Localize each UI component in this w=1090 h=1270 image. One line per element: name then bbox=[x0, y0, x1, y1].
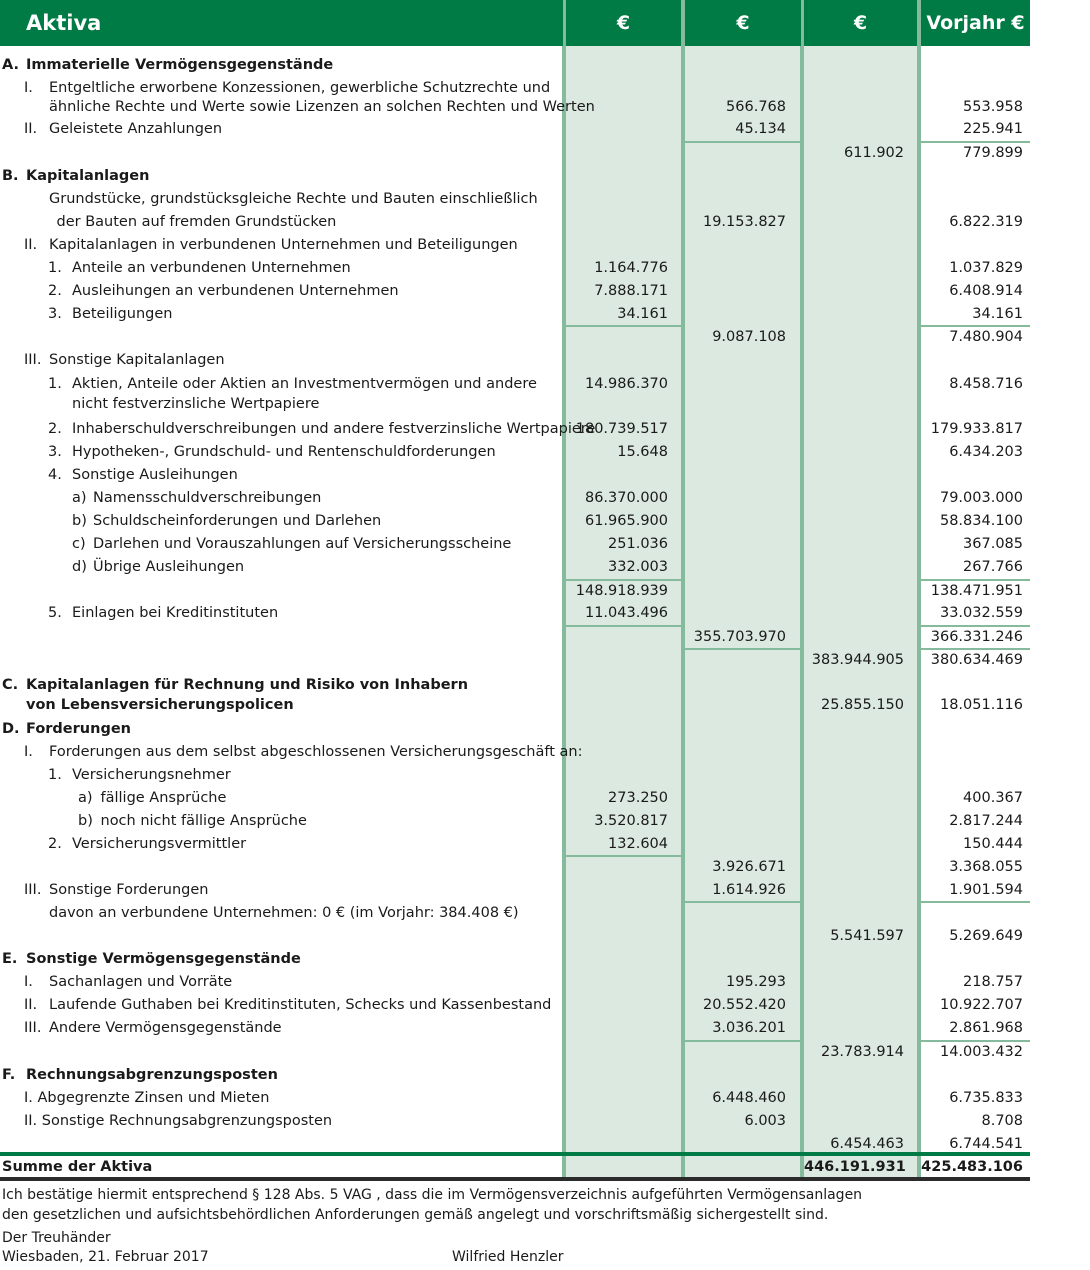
row-label: ähnliche Rechte und Werte sowie Lizenzen an solchen Rechten und Werten bbox=[49, 99, 595, 115]
table-row bbox=[0, 741, 1030, 764]
value-c2: 195.293 bbox=[726, 974, 786, 990]
total-current: 446.191.931 bbox=[804, 1159, 906, 1175]
value-c3: 23.783.914 bbox=[820, 1044, 904, 1060]
row-number: III. bbox=[24, 882, 42, 898]
value-c3: 25.855.150 bbox=[820, 697, 904, 713]
prior-year-value: 1.037.829 bbox=[949, 260, 1023, 276]
row-label: noch nicht fällige Ansprüche bbox=[100, 813, 307, 829]
prior-year-value: 3.368.055 bbox=[949, 859, 1023, 875]
table-row bbox=[0, 1064, 1030, 1087]
table-row bbox=[0, 118, 1030, 141]
row-number: 5. bbox=[48, 605, 62, 621]
subtotal-rule bbox=[921, 625, 1030, 627]
row-label: davon an verbundene Unternehmen: 0 € (im Vorjahr: 384.408 €) bbox=[49, 905, 519, 921]
value-c1: 7.888.171 bbox=[594, 283, 668, 299]
subtotal-rule bbox=[921, 901, 1030, 903]
table-row bbox=[0, 925, 1030, 948]
row-label: Ausleihungen an verbundenen Unternehmen bbox=[72, 283, 399, 299]
confirmation-line-1: Ich bestätige hiermit entsprechend § 128 Abs. 5 VAG , dass die im Vermögensverzeichnis aufgeführten Vermögensanlagen bbox=[2, 1187, 863, 1203]
value-c2: 6.003 bbox=[744, 1113, 786, 1129]
signatory-name: Wilfried Henzler bbox=[452, 1249, 564, 1265]
row-number: a) bbox=[78, 790, 93, 806]
subtotal-rule bbox=[566, 579, 681, 581]
prior-year-value: 14.003.432 bbox=[939, 1044, 1023, 1060]
table-row bbox=[0, 1087, 1030, 1110]
row-label: Sachanlagen und Vorräte bbox=[49, 974, 233, 990]
value-c2: 45.134 bbox=[735, 121, 786, 137]
value-c2: 19.153.827 bbox=[702, 214, 786, 230]
row-label: Kapitalanlagen in verbundenen Unternehmen und Beteiligungen bbox=[49, 237, 518, 253]
prior-year-value: 138.471.951 bbox=[930, 583, 1023, 599]
table-row bbox=[0, 142, 1030, 165]
prior-year-value: 779.899 bbox=[963, 145, 1023, 161]
prior-year-value: 6.434.203 bbox=[949, 444, 1023, 460]
subtotal-rule bbox=[566, 625, 681, 627]
table-row bbox=[0, 326, 1030, 349]
table-row bbox=[0, 96, 1030, 119]
trustee-role: Der Treuhänder bbox=[2, 1230, 111, 1246]
table-row bbox=[0, 902, 1030, 925]
table-row bbox=[0, 487, 1030, 510]
prior-year-value: 6.408.914 bbox=[949, 283, 1023, 299]
row-number: III. bbox=[24, 352, 42, 368]
row-number: C. bbox=[2, 677, 19, 693]
row-label: der Bauten auf fremden Grundstücken bbox=[56, 214, 337, 230]
table-title: Aktiva bbox=[0, 0, 563, 46]
row-label: Forderungen bbox=[26, 721, 131, 737]
table-row bbox=[0, 188, 1030, 211]
value-c1: 148.918.939 bbox=[575, 583, 668, 599]
row-label: Laufende Guthaben bei Kreditinstituten, Schecks und Kassenbestand bbox=[49, 997, 552, 1013]
value-c2: 6.448.460 bbox=[712, 1090, 786, 1106]
value-c2: 566.768 bbox=[726, 99, 786, 115]
value-c2: 20.552.420 bbox=[702, 997, 786, 1013]
row-label: nicht festverzinsliche Wertpapiere bbox=[72, 396, 320, 412]
value-c1: 34.161 bbox=[617, 306, 668, 322]
subtotal-rule bbox=[566, 855, 681, 857]
row-label: Sonstige Kapitalanlagen bbox=[49, 352, 225, 368]
table-row bbox=[0, 418, 1030, 441]
subtotal-rule bbox=[685, 141, 801, 143]
prior-year-value: 6.744.541 bbox=[949, 1136, 1023, 1152]
prior-year-value: 367.085 bbox=[963, 536, 1023, 552]
row-label: Darlehen und Vorauszahlungen auf Versicherungsscheine bbox=[93, 536, 512, 552]
column-header-euro-1: € bbox=[566, 0, 681, 46]
row-number: 1. bbox=[48, 767, 62, 783]
row-label: Forderungen aus dem selbst abgeschlossenen Versicherungsgeschäft an: bbox=[49, 744, 583, 760]
row-number: 1. bbox=[48, 376, 62, 392]
column-header-euro-3: € bbox=[804, 0, 917, 46]
row-label: Versicherungsnehmer bbox=[72, 767, 231, 783]
row-number: I. bbox=[24, 80, 33, 96]
subtotal-rule bbox=[685, 648, 801, 650]
row-label: Sonstige Vermögensgegenstände bbox=[26, 951, 301, 967]
column-header-euro-2: € bbox=[685, 0, 801, 46]
prior-year-value: 1.901.594 bbox=[949, 882, 1023, 898]
row-number: 2. bbox=[48, 836, 62, 852]
row-number: F. bbox=[2, 1067, 16, 1083]
value-c3: 6.454.463 bbox=[830, 1136, 904, 1152]
subtotal-rule bbox=[685, 1040, 801, 1042]
row-number: 2. bbox=[48, 421, 62, 437]
total-prior-year: 425.483.106 bbox=[921, 1159, 1023, 1175]
table-row bbox=[0, 626, 1030, 649]
value-c3: 5.541.597 bbox=[830, 928, 904, 944]
prior-year-value: 7.480.904 bbox=[949, 329, 1023, 345]
row-label: fällige Ansprüche bbox=[100, 790, 227, 806]
row-label: Kapitalanlagen für Rechnung und Risiko von Inhabern bbox=[26, 677, 469, 693]
row-label: Schuldscheinforderungen und Darlehen bbox=[93, 513, 382, 529]
confirmation-line-2: den gesetzlichen und aufsichtsbehördlichen Anforderungen gemäß angelegt und vorschriftsmäßig sichergestellt sind. bbox=[2, 1207, 829, 1223]
value-c1: 132.604 bbox=[608, 836, 668, 852]
value-c1: 86.370.000 bbox=[584, 490, 668, 506]
row-label: Andere Vermögensgegenstände bbox=[49, 1020, 282, 1036]
row-number: I. bbox=[24, 974, 33, 990]
prior-year-value: 553.958 bbox=[963, 99, 1023, 115]
value-c1: 332.003 bbox=[608, 559, 668, 575]
table-row bbox=[0, 533, 1030, 556]
table-row bbox=[0, 234, 1030, 257]
row-label: Beteiligungen bbox=[72, 306, 173, 322]
subtotal-rule bbox=[921, 1040, 1030, 1042]
value-c2: 9.087.108 bbox=[712, 329, 786, 345]
row-label: II. Sonstige Rechnungsabgrenzungsposten bbox=[24, 1113, 333, 1129]
prior-year-value: 58.834.100 bbox=[939, 513, 1023, 529]
prior-year-value: 2.861.968 bbox=[949, 1020, 1023, 1036]
prior-year-value: 366.331.246 bbox=[930, 629, 1023, 645]
table-row bbox=[0, 464, 1030, 487]
row-label: Sonstige Ausleihungen bbox=[72, 467, 238, 483]
row-number: a) bbox=[72, 490, 87, 506]
value-c1: 14.986.370 bbox=[584, 376, 668, 392]
table-row bbox=[0, 602, 1030, 625]
value-c1: 11.043.496 bbox=[584, 605, 668, 621]
value-c3: 611.902 bbox=[844, 145, 904, 161]
table-row bbox=[0, 833, 1030, 856]
prior-year-value: 2.817.244 bbox=[949, 813, 1023, 829]
row-number: 3. bbox=[48, 306, 62, 322]
row-label: Übrige Ausleihungen bbox=[93, 559, 245, 575]
value-c1: 273.250 bbox=[608, 790, 668, 806]
table-row bbox=[0, 441, 1030, 464]
prior-year-value: 18.051.116 bbox=[939, 697, 1023, 713]
prior-year-value: 5.269.649 bbox=[949, 928, 1023, 944]
row-number: B. bbox=[2, 168, 19, 184]
table-row bbox=[0, 580, 1030, 603]
row-label: Sonstige Forderungen bbox=[49, 882, 209, 898]
row-number: 4. bbox=[48, 467, 62, 483]
table-row bbox=[0, 948, 1030, 971]
prior-year-value: 34.161 bbox=[972, 306, 1023, 322]
place-date: Wiesbaden, 21. Februar 2017 bbox=[2, 1249, 209, 1265]
table-row bbox=[0, 303, 1030, 326]
value-c1: 61.965.900 bbox=[584, 513, 668, 529]
row-number: II. bbox=[24, 121, 38, 137]
row-label: Versicherungsvermittler bbox=[72, 836, 247, 852]
row-label: Immaterielle Vermögensgegenstände bbox=[26, 57, 334, 73]
value-c1: 1.164.776 bbox=[594, 260, 668, 276]
table-row bbox=[0, 1110, 1030, 1133]
prior-year-value: 6.822.319 bbox=[949, 214, 1023, 230]
total-label: Summe der Aktiva bbox=[2, 1159, 153, 1175]
row-number: d) bbox=[72, 559, 87, 575]
column-header-prior-year: Vorjahr € bbox=[921, 0, 1030, 46]
table-row bbox=[0, 879, 1030, 902]
prior-year-value: 218.757 bbox=[963, 974, 1023, 990]
row-label: von Lebensversicherungspolicen bbox=[26, 697, 294, 713]
table-row bbox=[0, 556, 1030, 579]
subtotal-rule bbox=[566, 325, 681, 327]
table-row bbox=[0, 257, 1030, 280]
table-row bbox=[0, 787, 1030, 810]
prior-year-value: 400.367 bbox=[963, 790, 1023, 806]
subtotal-rule bbox=[921, 325, 1030, 327]
table-row bbox=[0, 856, 1030, 879]
subtotal-rule bbox=[921, 648, 1030, 650]
value-c1: 251.036 bbox=[608, 536, 668, 552]
row-label: Einlagen bei Kreditinstituten bbox=[72, 605, 279, 621]
row-number: 1. bbox=[48, 260, 62, 276]
row-number: 3. bbox=[48, 444, 62, 460]
row-number: II. bbox=[24, 997, 38, 1013]
table-row bbox=[0, 349, 1030, 372]
subtotal-rule bbox=[921, 141, 1030, 143]
row-label: I. Abgegrenzte Zinsen und Mieten bbox=[24, 1090, 270, 1106]
value-c1: 15.648 bbox=[617, 444, 668, 460]
total-rule-bottom bbox=[0, 1177, 1030, 1181]
table-row bbox=[0, 994, 1030, 1017]
value-c2: 3.926.671 bbox=[712, 859, 786, 875]
value-c2: 3.036.201 bbox=[712, 1020, 786, 1036]
table-row bbox=[0, 764, 1030, 787]
table-row bbox=[0, 165, 1030, 188]
row-number: b) bbox=[78, 813, 93, 829]
row-number: III. bbox=[24, 1020, 42, 1036]
row-number: b) bbox=[72, 513, 87, 529]
table-row bbox=[0, 649, 1030, 672]
prior-year-value: 10.922.707 bbox=[939, 997, 1023, 1013]
row-label: Anteile an verbundenen Unternehmen bbox=[72, 260, 351, 276]
row-number: II. bbox=[24, 237, 38, 253]
total-row bbox=[0, 1156, 1030, 1179]
row-label: Entgeltliche erworbene Konzessionen, gewerbliche Schutzrechte und bbox=[49, 80, 551, 96]
table-row bbox=[0, 718, 1030, 741]
table-row bbox=[0, 510, 1030, 533]
row-label: Namensschuldverschreibungen bbox=[93, 490, 322, 506]
prior-year-value: 267.766 bbox=[963, 559, 1023, 575]
row-label: Geleistete Anzahlungen bbox=[49, 121, 223, 137]
row-label: Hypotheken-, Grundschuld- und Rentenschuldforderungen bbox=[72, 444, 496, 460]
row-number: D. bbox=[2, 721, 20, 737]
value-c2: 355.703.970 bbox=[693, 629, 786, 645]
prior-year-value: 8.708 bbox=[981, 1113, 1023, 1129]
row-label: Aktien, Anteile oder Aktien an Investmentvermögen und andere bbox=[72, 376, 537, 392]
row-label: Rechnungsabgrenzungsposten bbox=[26, 1067, 278, 1083]
prior-year-value: 150.444 bbox=[963, 836, 1023, 852]
row-number: E. bbox=[2, 951, 18, 967]
table-row bbox=[0, 1041, 1030, 1064]
table-row bbox=[0, 1017, 1030, 1040]
table-row bbox=[0, 810, 1030, 833]
row-label: Grundstücke, grundstücksgleiche Rechte und Bauten einschließlich bbox=[49, 191, 538, 207]
value-c3: 383.944.905 bbox=[811, 652, 904, 668]
row-number: A. bbox=[2, 57, 19, 73]
row-number: c) bbox=[72, 536, 86, 552]
row-number: I. bbox=[24, 744, 33, 760]
subtotal-rule bbox=[921, 579, 1030, 581]
prior-year-value: 79.003.000 bbox=[939, 490, 1023, 506]
prior-year-value: 6.735.833 bbox=[949, 1090, 1023, 1106]
value-c2: 1.614.926 bbox=[712, 882, 786, 898]
prior-year-value: 225.941 bbox=[963, 121, 1023, 137]
table-row bbox=[0, 54, 1030, 77]
prior-year-value: 179.933.817 bbox=[930, 421, 1023, 437]
row-label: Inhaberschuldverschreibungen und andere festverzinsliche Wertpapiere bbox=[72, 421, 596, 437]
table-row bbox=[0, 280, 1030, 303]
table-row bbox=[0, 393, 1030, 416]
prior-year-value: 33.032.559 bbox=[939, 605, 1023, 621]
row-number: 2. bbox=[48, 283, 62, 299]
prior-year-value: 380.634.469 bbox=[930, 652, 1023, 668]
prior-year-value: 8.458.716 bbox=[949, 376, 1023, 392]
table-row bbox=[0, 211, 1030, 234]
subtotal-rule bbox=[685, 901, 801, 903]
value-c1: 3.520.817 bbox=[594, 813, 668, 829]
row-label: Kapitalanlagen bbox=[26, 168, 150, 184]
table-row bbox=[0, 971, 1030, 994]
table-row bbox=[0, 694, 1030, 717]
value-c1: 180.739.517 bbox=[575, 421, 668, 437]
